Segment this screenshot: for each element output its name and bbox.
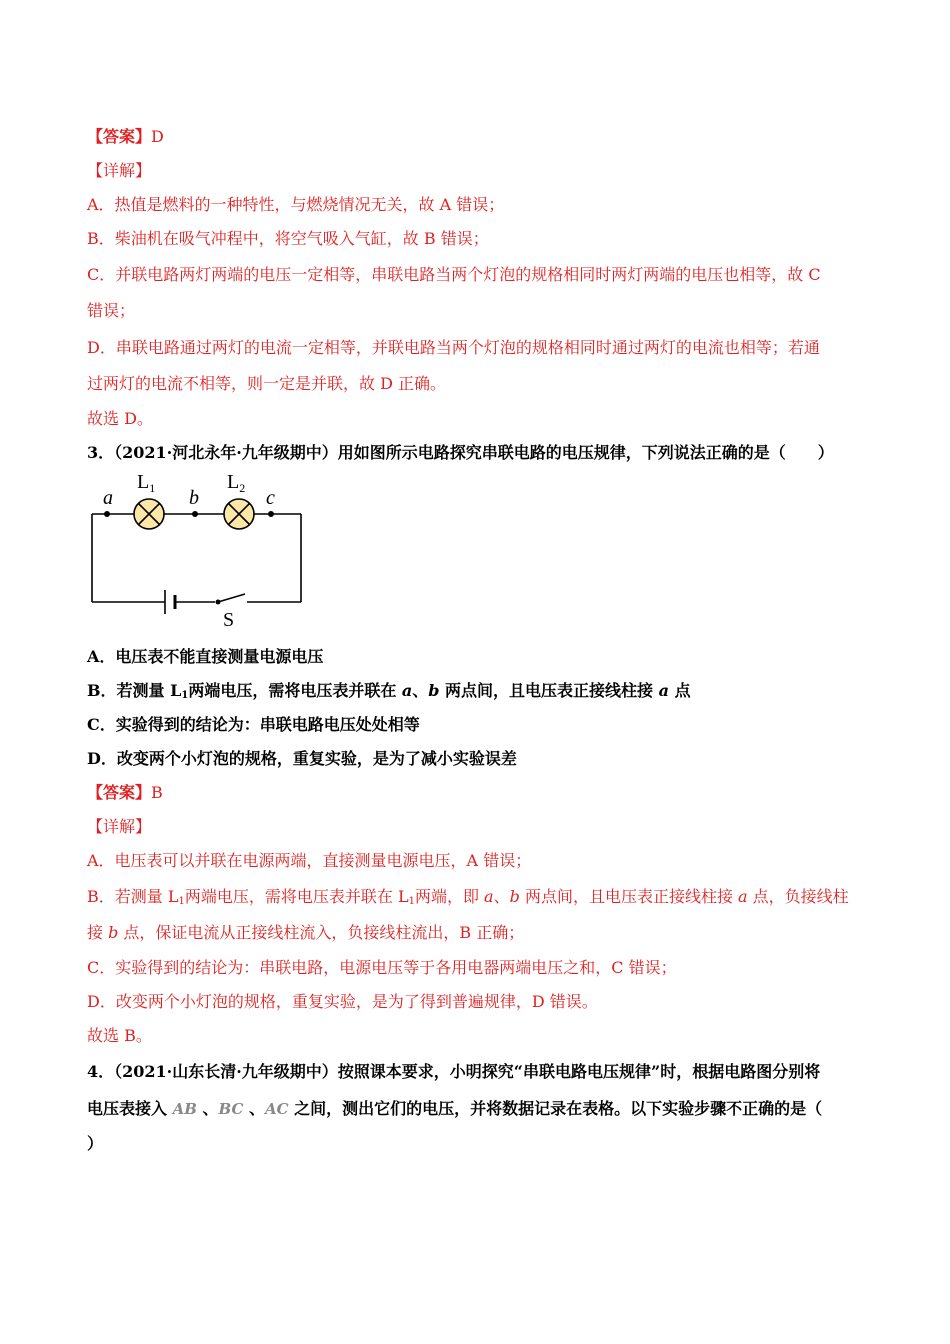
document-page [87, 120, 877, 1161]
label-l2: $L_2$ [227, 471, 246, 495]
question-stem-end: ） [87, 1134, 104, 1153]
lamp-l1-icon [134, 499, 164, 529]
answer-line [87, 776, 877, 810]
question-stem: 3．（2021·河北永年·九年级期中）用如图所示电路探究串联电路的电压规律，下列说法正确的是（ ） [87, 443, 834, 462]
circuit-svg [87, 470, 327, 640]
label-l1: $L_1$ [137, 471, 156, 495]
answer-label: 【答案】 [87, 783, 152, 802]
answer-value: B [151, 783, 163, 802]
node-a [104, 511, 110, 517]
detail-line: D．串联电路通过两灯的电流一定相等，并联电路当两个灯泡的规格相同时通过两灯的电流也相等；若通 [87, 338, 820, 357]
label-b: b [189, 487, 199, 509]
conclusion: 故选 B。 [87, 1026, 152, 1045]
label-s: S [223, 609, 235, 631]
option-b: B．若测量 $L_1$两端电压，需将电压表并联在 a、b 两点间，且电压表正接线柱接 a 点 [87, 681, 691, 701]
detail-label: 【详解】 [87, 161, 152, 180]
label-c: c [266, 487, 275, 509]
answer-line [87, 120, 877, 154]
lamp-l2-icon [224, 499, 254, 529]
question-stem-cont: 电压表接入 AB 、BC 、AC 之间，测出它们的电压，并将数据记录在表格。以下实验步骤不正确的是（ [87, 1099, 823, 1118]
detail-line: A．电压表可以并联在电源两端，直接测量电源电压，A 错误； [87, 851, 532, 870]
detail-line: C．实验得到的结论为：串联电路，电源电压等于各用电器两端电压之和，C 错误； [87, 958, 677, 977]
detail-label: 【详解】 [87, 817, 152, 836]
conclusion: 故选 D。 [87, 409, 153, 428]
detail-line: D．改变两个小灯泡的规格，重复实验，是为了得到普遍规律，D 错误。 [87, 992, 598, 1011]
node-b [192, 511, 198, 517]
switch-lever [218, 594, 245, 602]
detail-line: 错误； [87, 301, 136, 320]
node-c [268, 511, 274, 517]
option-c: C．实验得到的结论为：串联电路电压处处相等 [87, 715, 420, 734]
answer-label: 【答案】 [87, 127, 152, 146]
detail-line: 过两灯的电流不相等，则一定是并联，故 D 正确。 [87, 374, 447, 393]
option-a: A．电压表不能直接测量电源电压 [87, 647, 324, 666]
detail-line: 接 b 点，保证电流从正接线柱流入，负接线柱流出，B 正确； [87, 923, 525, 942]
detail-line: B．柴油机在吸气冲程中，将空气吸入气缸，故 B 错误； [87, 229, 489, 248]
option-d: D．改变两个小灯泡的规格，重复实验，是为了减小实验误差 [87, 749, 517, 768]
detail-line: B．若测量 $L_1$两端电压，需将电压表并联在 $L_1$两端，即 a、b 两点间，且电压表正接线柱接 a 点，负接线柱 [87, 887, 849, 907]
detail-line: A．热值是燃料的一种特性，与燃烧情况无关，故 A 错误； [87, 195, 505, 214]
detail-line: C．并联电路两灯两端的电压一定相等，串联电路当两个灯泡的规格相同时两灯两端的电压也相等，故 C [87, 265, 821, 284]
circuit-diagram [87, 470, 877, 640]
question-stem: 4．（2021·山东长清·九年级期中）按照课本要求，小明探究“串联电路电压规律”时，根据电路图分别将 [87, 1062, 821, 1081]
label-a: a [103, 487, 113, 509]
answer-value: D [151, 127, 164, 146]
wire [237, 596, 301, 602]
